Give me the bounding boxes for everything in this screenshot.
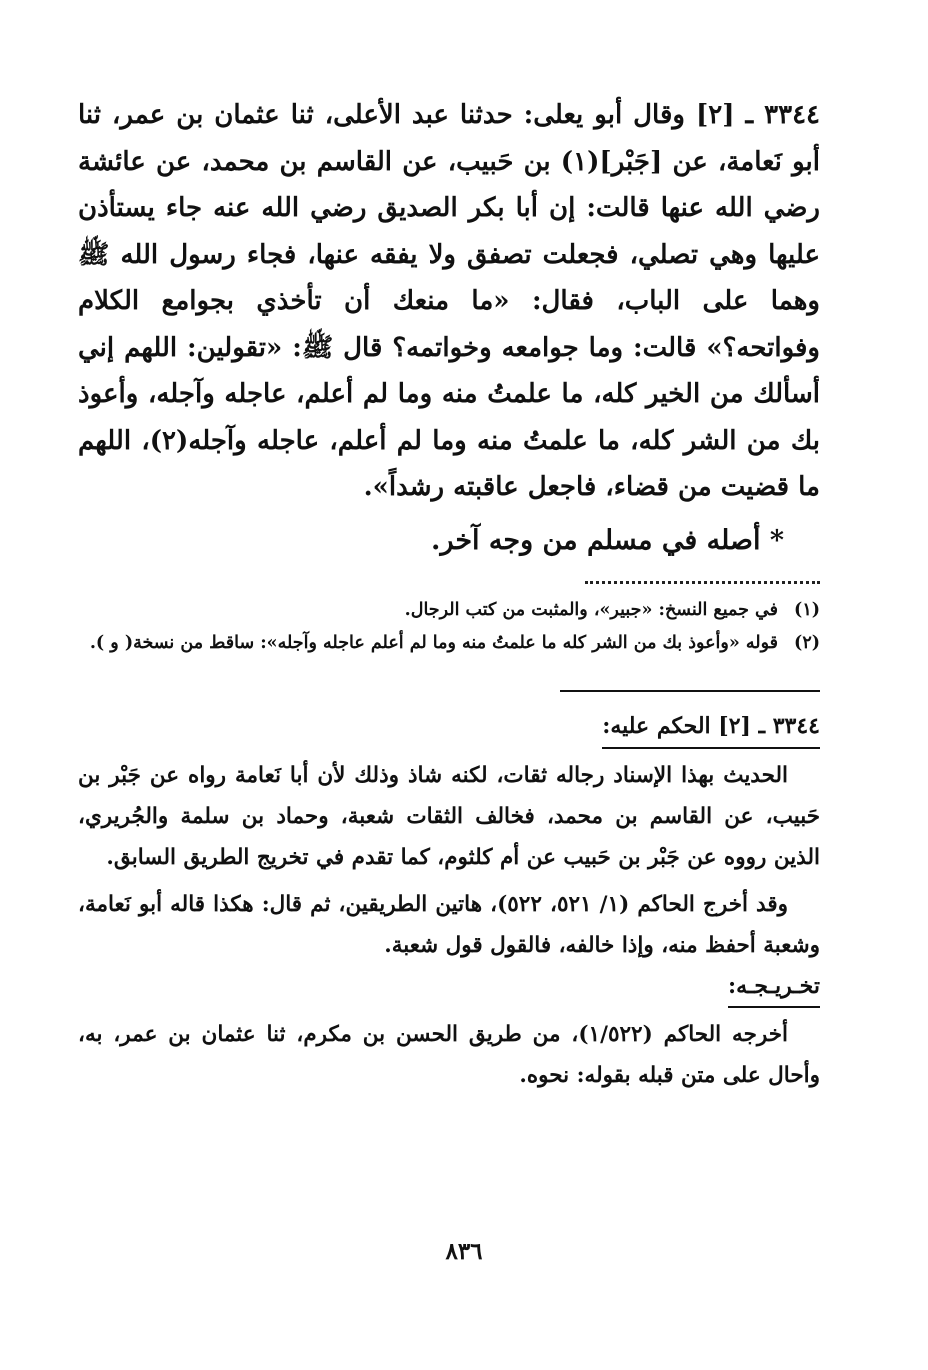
hadith-text: ٣٣٤٤ ـ [٢] وقال أبو يعلى: حدثنا عبد الأعلى، ثنا عثمان بن عمر، ثنا أبو نَعامة، عن [جَبْر](١) بن حَبيب، عن القاسم بن محمد، عن عائشة رضي الله عنها قالت: إن أبا بكر الصديق رضي الله عنه جاء يستأذن عليها وهي تصلي، فجعلت تصفق ولا يفقه عنها، فجاء رسول الله ﷺ وهما على الباب، فقال: «ما منعك أن تأخذي بجوامع الكلام وفواتحه؟» قالت: وما جوامعه وخواتمه؟ قال ﷺ: «تقولين: اللهم إني أسألك من الخير كله، ما علمتُ منه وما لم أعلم، عاجله وآجله، وأعوذ بك من الشر كله، ما علمتُ منه وما لم أعلم، عاجله وآجله(٢)، اللهم ما قضيت من قضاء، فاجعل عاقبته رشداً». [78,100,821,502]
takhrij-heading: تخـريـجـه: [728,966,820,1008]
footnote-number: (١) [794,599,820,620]
hadith-text-block [78,92,820,511]
asl-note: * أصله في مسلم من وجه آخر. [431,524,784,556]
footnote-1 [78,594,820,627]
page-number: ٨٣٦ [445,1238,483,1265]
section-divider [560,690,820,692]
footnote-separator-dots [585,581,820,584]
takhrij-paragraph: أخرجه الحاكم (١/٥٢٢)، من طريق الحسن بن مكرم، ثنا عثمان بن عمر، به، وأحال على متن قبله بقوله: نحوه. [78,1021,820,1088]
footnote-2 [78,627,820,660]
hukm-paragraph-1: الحديث بهذا الإسناد رجاله ثقات، لكنه شاذ وذلك لأن أبا نَعامة رواه عن جَبْر بن حَبيب، عن القاسم بن محمد، فخالف الثقات شعبة، وحماد بن سلمة والجُريري، الذين رووه عن جَبْر بن حَبيب عن أم كلثوم، كما تقدم في تخريج الطريق السابق. [78,762,820,870]
hukm-heading: ٣٣٤٤ ـ [٢] الحكم عليه: [602,706,820,749]
page-content [78,92,820,1096]
footnote-number: (٢) [794,632,820,653]
footnote-text: في جميع النسخ: «جبير»، والمثبت من كتب الرجال. [404,599,778,620]
footnote-text: قوله «وأعوذ بك من الشر كله ما علمتُ منه وما لم أعلم عاجله وآجله»: ساقط من نسخة( و ). [89,632,778,653]
hukm-paragraph-2: وقد أخرج الحاكم (١/ ٥٢١، ٥٢٢)، هاتين الطريقين، ثم قال: هكذا قاله أبو نَعامة، وشعبة أحفظ منه، وإذا خالفه، فالقول قول شعبة. [78,891,820,958]
footnotes [78,594,820,660]
